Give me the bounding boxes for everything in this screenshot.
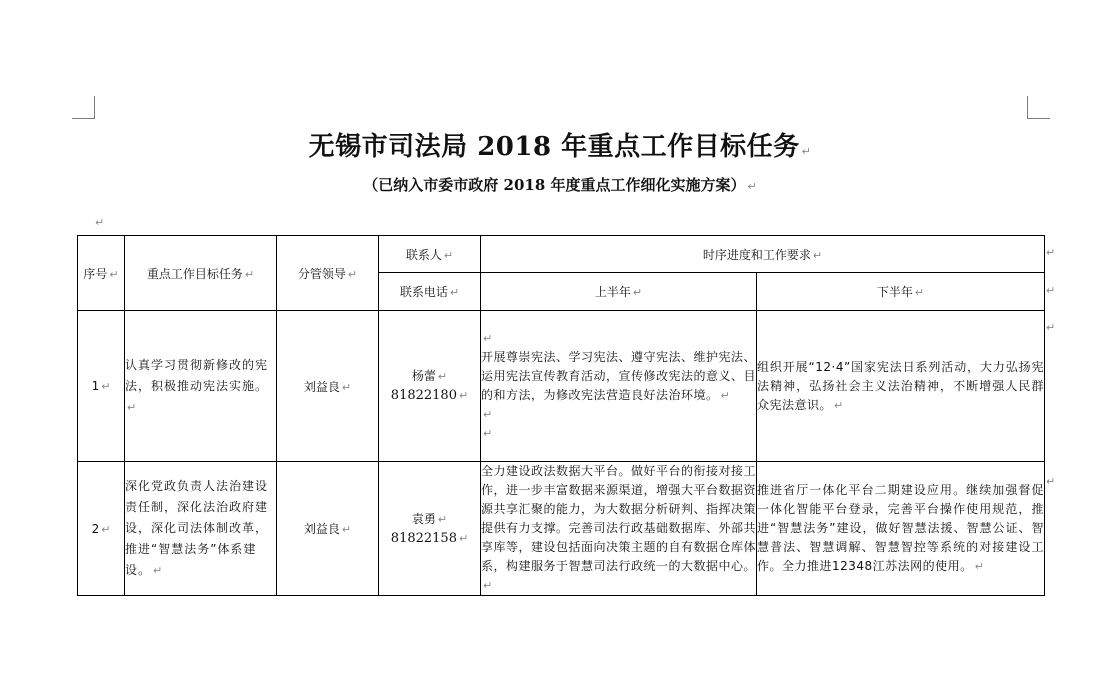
contact-cell — [379, 311, 481, 462]
work-targets-table — [77, 235, 1045, 596]
row-end-mark: ↵ — [1046, 246, 1056, 259]
first-half-cell: 全力建设政法数据大平台。做好平台的衔接对接工作，进一步丰富数据来源渠道，增强大平台数据资源共享汇聚的能力，为大数据分析研判、指挥决策提供有力支撑。完善司法行政基础数据库、外部共享库等，建设包括面向决策主题的自有数据仓库体系，构建服务于智慧司法行政统一的大数据中心。↵ — [481, 462, 757, 596]
contact-cell — [379, 462, 481, 596]
contact-name: 杨蕾 ↵ — [411, 369, 448, 383]
task-cell: 认真学习贯彻新修改的宪法，积极推动宪法实施。↵ — [125, 311, 277, 462]
leader-cell: 刘益良 ↵ — [277, 311, 379, 462]
second-half-cell: 组织开展“12·4”国家宪法日系列活动，大力弘扬宪法精神，弘扬社会主义法治精神，不断增强人民群众宪法意识。 ↵ — [757, 311, 1045, 462]
row-number: 1 ↵ — [78, 311, 125, 462]
document-subtitle: （已纳入市委市政府 2018 年度重点工作细化实施方案） ↵ — [363, 176, 757, 194]
row-end-mark: ↵ — [1046, 475, 1056, 488]
paragraph-mark: ↵ — [95, 216, 105, 229]
header-phone: 联系电话 ↵ — [379, 273, 481, 311]
second-half-cell: 推进省厅一体化平台二期建设应用。继续加强督促一体化智能平台登录，完善平台操作使用规范，推进“智慧法务”建设，做好智慧法援、智慧公证、智慧普法、智慧调解、智慧智控等系统的对接建设工作。全力推进12348江苏法网的使用。 ↵ — [757, 462, 1045, 596]
document-title: 无锡市司法局 2018 年重点工作目标任务 ↵ — [308, 132, 812, 162]
header-first-half: 上半年 ↵ — [481, 273, 757, 311]
row-end-mark: ↵ — [1046, 321, 1056, 334]
header-schedule: 时序进度和工作要求 ↵ — [481, 236, 1045, 273]
table-row — [78, 462, 1045, 596]
task-cell: 深化党政负责人法治建设责任制，深化法治政府建设，深化司法体制改革，推进“智慧法务”体系建设。 ↵ — [125, 462, 277, 596]
header-leader: 分管领导 ↵ — [277, 236, 379, 311]
header-task: 重点工作目标任务 ↵ — [125, 236, 277, 311]
leader-cell: 刘益良 ↵ — [277, 462, 379, 596]
margin-corner-top-left — [72, 96, 95, 119]
header-contact: 联系人 ↵ — [379, 236, 481, 273]
first-half-cell: ↵ 开展尊崇宪法、学习宪法、遵守宪法、维护宪法、运用宪法宣传教育活动，宣传修改宪法的意义、目的和方法，为修改宪法营造良好法治环境。 ↵ ↵ ↵ — [481, 311, 757, 462]
margin-corner-top-right — [1027, 96, 1050, 119]
row-number: 2 ↵ — [78, 462, 125, 596]
header-no: 序号 ↵ — [78, 236, 125, 311]
row-end-mark: ↵ — [1046, 284, 1056, 297]
contact-name: 袁勇 ↵ — [411, 511, 448, 526]
header-second-half: 下半年 ↵ — [757, 273, 1045, 311]
contact-phone: 81822158 ↵ — [390, 530, 469, 546]
table-row — [78, 311, 1045, 462]
contact-phone: 81822180 ↵ — [390, 388, 469, 403]
table-header-row — [78, 236, 1045, 273]
